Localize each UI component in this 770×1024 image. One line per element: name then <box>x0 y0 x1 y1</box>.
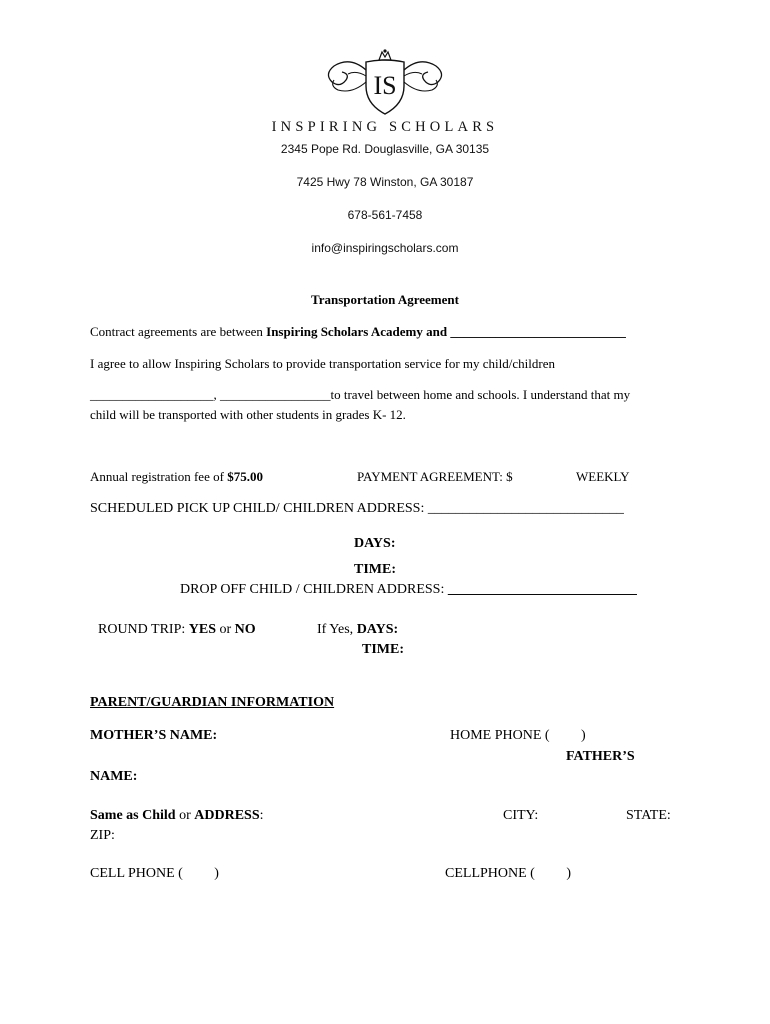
address-colon: : <box>259 808 264 823</box>
round-trip-yes: YES <box>188 622 216 637</box>
pickup-time-label: TIME: <box>354 562 396 577</box>
zip-label: ZIP: <box>90 828 115 843</box>
fee-label: Annual registration fee of <box>90 469 228 484</box>
logo-monogram: IS <box>373 71 397 100</box>
fee-amount: $75.00 <box>227 469 263 484</box>
fathers-label: FATHER’S <box>566 749 635 764</box>
contract-prefix: Contract agreements are between <box>90 324 267 339</box>
cell-phone-label: CELL PHONE ( ) <box>90 866 219 881</box>
round-trip-line <box>98 622 256 638</box>
city-label: CITY: <box>503 808 539 823</box>
guardian-section-title: PARENT/GUARDIAN INFORMATION <box>90 695 335 710</box>
address-line <box>90 808 264 824</box>
contract-party: Inspiring Scholars Academy and ___________________________ <box>266 324 626 339</box>
round-trip-label: ROUND TRIP: <box>98 622 189 637</box>
address-line-1: 2345 Pope Rd. Douglasville, GA 30135 <box>280 142 490 156</box>
payment-frequency: WEEKLY <box>576 469 630 484</box>
if-yes-label: If Yes, <box>317 622 357 637</box>
address-label: ADDRESS <box>194 808 260 823</box>
address-line-2: 7425 Hwy 78 Winston, GA 30187 <box>296 175 474 189</box>
fathers-name-label: NAME: <box>90 769 138 784</box>
if-yes-time: TIME: <box>362 642 404 657</box>
pickup-days-label: DAYS: <box>354 536 396 551</box>
state-label: STATE: <box>626 808 671 823</box>
if-yes-days-line <box>317 622 398 638</box>
dropoff-line <box>180 582 637 598</box>
email-address: info@inspiringscholars.com <box>311 241 459 255</box>
dropoff-blank: ___________________________ <box>447 582 637 597</box>
consent-line: I agree to allow Inspiring Scholars to provide transportation service for my child/children <box>90 356 555 371</box>
round-trip-or: or <box>216 622 235 637</box>
home-phone-label: HOME PHONE ( ) <box>450 728 586 743</box>
pickup-address-label: SCHEDULED PICK UP CHILD/ CHILDREN ADDRESS: ____________________________ <box>90 501 624 516</box>
contract-line <box>90 324 626 340</box>
phone-number: 678-561-7458 <box>347 208 423 222</box>
form-title: Transportation Agreement <box>311 292 459 307</box>
payment-label: PAYMENT AGREEMENT: $ <box>357 469 513 484</box>
cellphone-label: CELLPHONE ( ) <box>445 866 571 881</box>
travel-line: ___________________, _________________to travel between home and schools. I understand that my <box>90 387 631 402</box>
same-as-child: Same as Child <box>90 808 176 823</box>
logo <box>322 46 448 122</box>
fee-line <box>90 469 263 485</box>
grades-line: child will be transported with other students in grades K- 12. <box>90 407 406 422</box>
round-trip-no: NO <box>234 622 256 637</box>
brand-name: INSPIRING SCHOLARS <box>271 119 499 135</box>
if-yes-days: DAYS: <box>356 622 399 637</box>
dropoff-label: DROP OFF CHILD / CHILDREN ADDRESS: <box>180 582 448 597</box>
address-or: or <box>175 808 195 823</box>
mothers-name-label: MOTHER’S NAME: <box>90 728 218 743</box>
logo-emblem <box>322 46 448 122</box>
